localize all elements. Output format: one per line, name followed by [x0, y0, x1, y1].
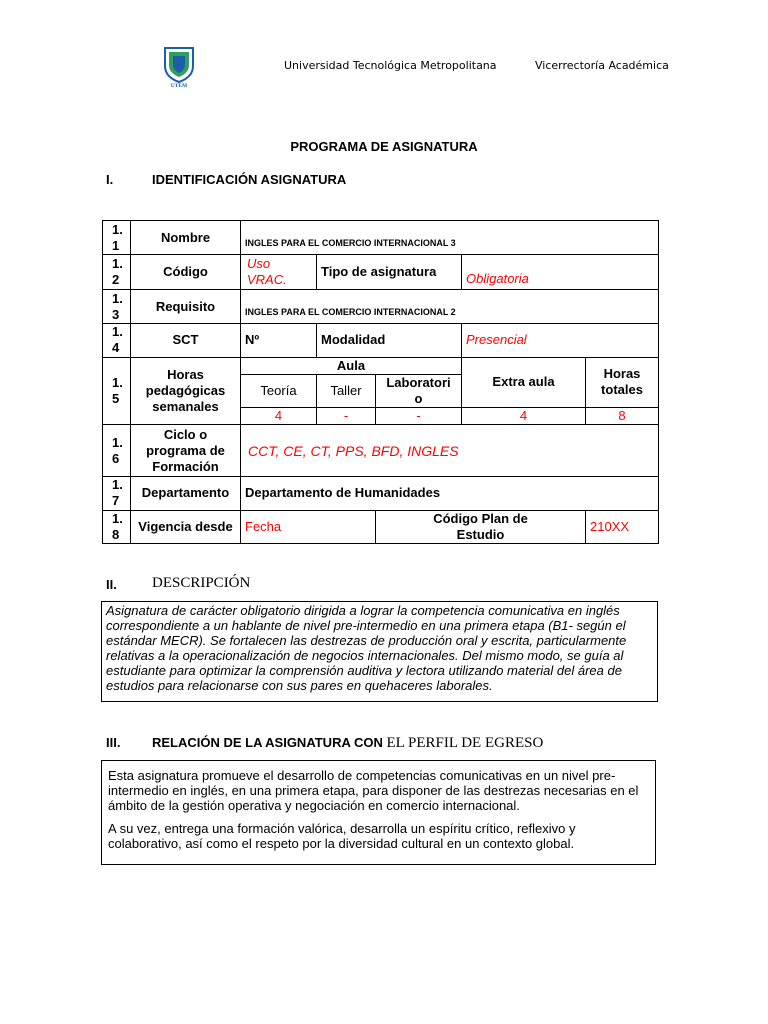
row-number: 1. 3: [103, 289, 131, 323]
value-requisito: INGLES PARA EL COMERCIO INTERNACIONAL 2: [241, 289, 659, 323]
row-number: 1. 1: [103, 221, 131, 255]
value-modalidad: Presencial: [462, 324, 659, 357]
section1-number: I.: [106, 172, 114, 187]
svg-text:UTEM: UTEM: [170, 83, 188, 88]
description-box: Asignatura de carácter obligatorio dirigida a lograr la competencia comunicativa en inglés correspondiente a un hablante de nivel pre-intermedio en una primera etapa (B1- según el estándar MECR). Se fortalecen las destrezas de producción oral y escrita, particularmente relativas a la operacionalización de negocios internacionales. Del mismo modo, se guía al estudiante para optimizar la comprensión auditiva y lectora utilizando material del área de estudios para relacionarse con sus pares en quehaceres laborales.: [101, 601, 658, 702]
label-modalidad: Modalidad: [317, 324, 462, 357]
section2-number: II.: [106, 577, 117, 592]
row-requisito: [103, 289, 659, 323]
row-codigo: [103, 255, 659, 289]
row-number: 1. 5: [103, 357, 131, 425]
label-taller: Taller: [317, 374, 376, 407]
value-sct: Nº: [241, 324, 317, 357]
section3-number: III.: [106, 735, 121, 750]
row-number: 1. 6: [103, 425, 131, 477]
row-vigencia: [103, 510, 659, 543]
row-number: 1. 8: [103, 510, 131, 543]
section2-title: DESCRIPCIÓN: [152, 575, 251, 591]
value-ciclo: CCT, CE, CT, PPS, BFD, INGLES: [241, 425, 659, 477]
row-number: 1. 4: [103, 324, 131, 357]
document-title: PROGRAMA DE ASIGNATURA: [290, 139, 478, 154]
university-name: Universidad Tecnológica Metropolitana: [284, 59, 497, 72]
row-departamento: [103, 477, 659, 510]
perfil-paragraph-2: A su vez, entrega una formación valórica, desarrolla un espíritu crítico, reflexivo y colaborativo, así como el respeto por la diversidad cultural en un contexto global.: [108, 821, 576, 851]
label-codigo: Código: [131, 255, 241, 289]
value-extra-aula: 4: [462, 408, 586, 425]
section3-title: [152, 735, 543, 752]
label-codigo-plan: Código Plan de Estudio: [376, 510, 586, 543]
label-horas: Horas pedagógicas semanales: [131, 357, 241, 425]
value-codigo-plan: 210XX: [586, 510, 659, 543]
value-horas-totales: 8: [586, 408, 659, 425]
perfil-paragraph-1: Esta asignatura promueve el desarrollo de competencias comunicativas en un nivel pre-intermedio en inglés, en una primera etapa, para disponer de las destrezas necesarias en el ámbito de la gestión operativa y negociación en comercio internacional.: [108, 768, 639, 813]
label-sct: SCT: [131, 324, 241, 357]
label-vigencia: Vigencia desde: [131, 510, 241, 543]
perfil-box: [101, 760, 656, 865]
value-departamento: Departamento de Humanidades: [241, 477, 659, 510]
label-horas-totales: Horas totales: [586, 357, 659, 408]
value-nombre: INGLES PARA EL COMERCIO INTERNACIONAL 3: [241, 221, 659, 255]
utem-logo: [162, 46, 196, 88]
value-codigo: Uso VRAC.: [241, 255, 317, 289]
section3-title-rest: EL PERFIL DE EGRESO: [386, 735, 544, 751]
identification-table: [102, 220, 659, 544]
value-teoria: 4: [241, 408, 317, 425]
label-ciclo: Ciclo o programa de Formación: [131, 425, 241, 477]
row-horas-header-aula: [103, 357, 659, 374]
label-extra-aula: Extra aula: [462, 357, 586, 408]
value-laboratorio: -: [376, 408, 462, 425]
label-laboratorio: Laboratori o: [376, 374, 462, 407]
row-nombre: [103, 221, 659, 255]
label-tipo-asignatura: Tipo de asignatura: [317, 255, 462, 289]
row-ciclo: [103, 425, 659, 477]
section1-title: IDENTIFICACIÓN ASIGNATURA: [152, 172, 347, 187]
section3-title-bold: RELACIÓN DE LA ASIGNATURA CON: [152, 735, 383, 750]
label-teoria: Teoría: [241, 374, 317, 407]
label-nombre: Nombre: [131, 221, 241, 255]
value-tipo-asignatura: Obligatoria: [462, 255, 659, 289]
office-name: Vicerrectoría Académica: [535, 59, 669, 72]
row-number: 1. 2: [103, 255, 131, 289]
value-taller: -: [317, 408, 376, 425]
row-number: 1. 7: [103, 477, 131, 510]
label-departamento: Departamento: [131, 477, 241, 510]
label-aula: Aula: [241, 357, 462, 374]
value-vigencia: Fecha: [241, 510, 376, 543]
row-sct: [103, 324, 659, 357]
label-requisito: Requisito: [131, 289, 241, 323]
